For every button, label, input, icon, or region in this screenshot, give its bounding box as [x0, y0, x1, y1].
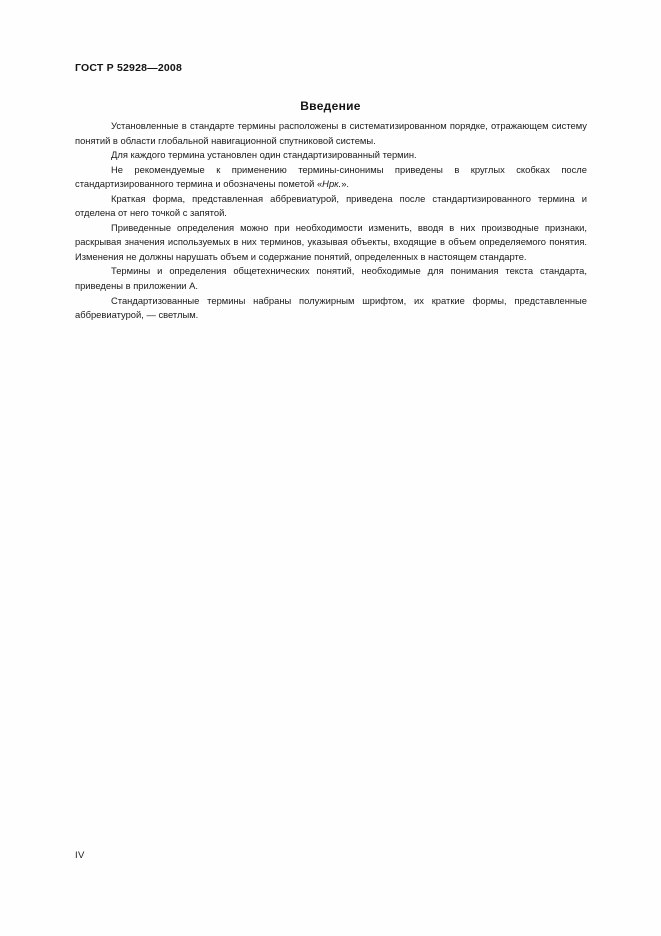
paragraph-2: Для каждого термина установлен один стандартизированный термин.: [111, 149, 417, 161]
paragraph-1: Установленные в стандарте термины расположены в систематизированном порядке, отражающем систему понятий в области глобальной навигационной спутниковой системы.: [75, 120, 587, 146]
paragraph-7: Стандартизованные термины набраны полужирным шрифтом, их краткие формы, представленные аббревиатурой, — светлым.: [75, 294, 587, 321]
paragraph-3-text-before-note: Не рекомендуемые к применению термины-синонимы приведены в круглых скобках после стандартизированного термина и обозначены пометой «: [75, 163, 587, 190]
body-text-block: [75, 119, 587, 323]
page-title: Введение: [300, 99, 361, 114]
paragraph-6: Термины и определения общетехнических понятий, необходимые для понимания текста стандарта, приведены в приложении А.: [75, 265, 587, 292]
paragraph-5: Приведенные определения можно при необходимости изменить, вводя в них производные признаки, раскрывая значения используемых в них терминов, указывая объекты, входящие в объем определяемого понятия. Изменения не должны нарушать объем и содержание понятий, определенных в настоящем стандарте.: [75, 221, 587, 262]
page-number: IV: [75, 850, 85, 861]
paragraph-3: [75, 163, 587, 192]
paragraph-4: Краткая форма, представленная аббревиатурой, приведена после стандартизированного термина и отделена от него точкой с запятой.: [75, 192, 587, 219]
paragraph-3-text-after-note: ».: [341, 178, 350, 190]
document-standard-designation: ГОСТ Р 52928—2008: [75, 62, 183, 74]
paragraph-3-italic-note: Нрк.: [322, 178, 342, 190]
